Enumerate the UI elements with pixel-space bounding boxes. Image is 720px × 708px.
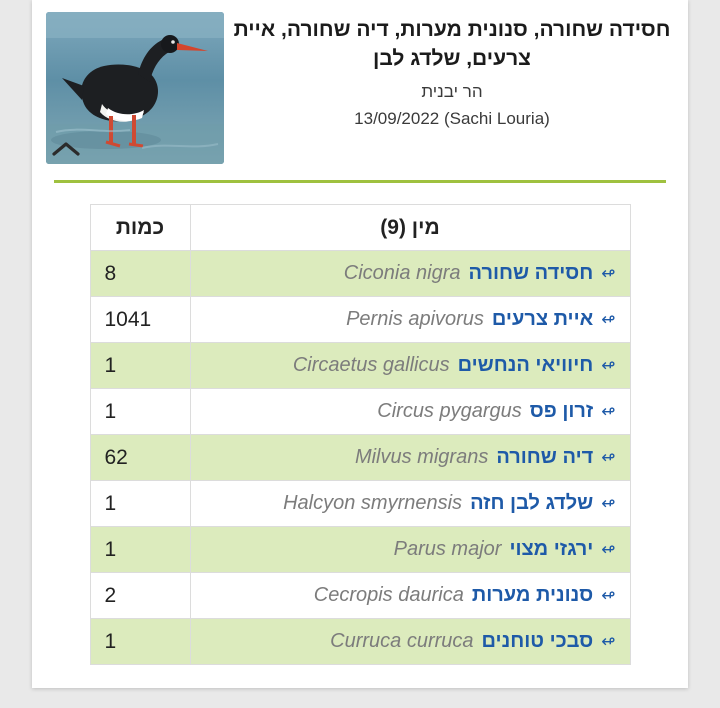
table-row bbox=[90, 343, 630, 389]
species-hebrew-name[interactable]: שלדג לבן חזה bbox=[470, 492, 594, 514]
species-hebrew-name[interactable]: איית צרעים bbox=[491, 308, 594, 330]
species-link-icon[interactable]: ↫ bbox=[601, 264, 616, 283]
table-row bbox=[90, 251, 630, 297]
species-hebrew-name[interactable]: חיוויאי הנחשים bbox=[457, 354, 594, 376]
species-table bbox=[90, 204, 631, 665]
species-cell[interactable] bbox=[190, 527, 630, 573]
species-link-icon[interactable]: ↫ bbox=[601, 310, 616, 329]
species-cell[interactable] bbox=[190, 573, 630, 619]
species-cell[interactable] bbox=[190, 389, 630, 435]
species-link-icon[interactable]: ↫ bbox=[601, 448, 616, 467]
table-row bbox=[90, 619, 630, 665]
table-row bbox=[90, 435, 630, 481]
report-byline: (Sachi Louria) 13/09/2022 bbox=[354, 108, 550, 128]
table-row bbox=[90, 297, 630, 343]
species-count-cell: 1 bbox=[90, 619, 190, 665]
species-scientific-name: Ciconia nigra bbox=[343, 262, 461, 284]
species-scientific-name: Cecropis daurica bbox=[313, 584, 464, 606]
report-header bbox=[32, 0, 688, 164]
species-hebrew-name[interactable]: סבכי טוחנים bbox=[481, 630, 594, 652]
species-count-cell: 1 bbox=[90, 527, 190, 573]
species-cell[interactable] bbox=[190, 297, 630, 343]
species-count-cell: 2 bbox=[90, 573, 190, 619]
species-count-cell: 1041 bbox=[90, 297, 190, 343]
table-row bbox=[90, 573, 630, 619]
species-scientific-name: Circaetus gallicus bbox=[292, 354, 450, 376]
species-hebrew-name[interactable]: חסידה שחורה bbox=[468, 262, 594, 284]
species-count-cell: 8 bbox=[90, 251, 190, 297]
collapse-button[interactable] bbox=[46, 132, 86, 166]
species-cell[interactable] bbox=[190, 619, 630, 665]
species-cell[interactable] bbox=[190, 343, 630, 389]
species-link-icon[interactable]: ↫ bbox=[601, 402, 616, 421]
species-link-icon[interactable]: ↫ bbox=[601, 356, 616, 375]
chevron-up-icon bbox=[51, 139, 81, 159]
species-cell[interactable] bbox=[190, 251, 630, 297]
species-count-cell: 62 bbox=[90, 435, 190, 481]
species-hebrew-name[interactable]: סנונית מערות bbox=[471, 584, 594, 606]
species-count-cell: 1 bbox=[90, 481, 190, 527]
species-table-body bbox=[90, 251, 630, 665]
table-row bbox=[90, 481, 630, 527]
species-table-head bbox=[90, 205, 630, 251]
page-title: חסידה שחורה, סנונית מערות, דיה שחורה, איית צרעים, שלדג לבן bbox=[233, 18, 671, 70]
table-row bbox=[90, 389, 630, 435]
column-header-count: כמות bbox=[90, 205, 190, 251]
species-hebrew-name[interactable]: ירגזי מצוי bbox=[509, 538, 594, 560]
column-header-species: מין (9) bbox=[190, 205, 630, 251]
species-link-icon[interactable]: ↫ bbox=[601, 494, 616, 513]
species-scientific-name: Curruca curruca bbox=[330, 630, 474, 652]
species-table-container bbox=[32, 204, 688, 665]
species-cell[interactable] bbox=[190, 435, 630, 481]
report-card bbox=[32, 0, 688, 688]
species-scientific-name: Halcyon smyrnensis bbox=[283, 492, 463, 514]
species-count-cell: 1 bbox=[90, 343, 190, 389]
species-scientific-name: Milvus migrans bbox=[354, 446, 489, 468]
species-link-icon[interactable]: ↫ bbox=[601, 632, 616, 651]
species-hebrew-name[interactable]: זרון פס bbox=[529, 400, 594, 422]
species-count-cell: 1 bbox=[90, 389, 190, 435]
species-link-icon[interactable]: ↫ bbox=[601, 586, 616, 605]
species-scientific-name: Pernis apivorus bbox=[346, 308, 484, 330]
table-header-row bbox=[90, 205, 630, 251]
table-row bbox=[90, 527, 630, 573]
species-cell[interactable] bbox=[190, 481, 630, 527]
species-scientific-name: Circus pygargus bbox=[377, 400, 522, 422]
report-header-text bbox=[224, 12, 674, 164]
species-scientific-name: Parus major bbox=[393, 538, 502, 560]
species-link-icon[interactable]: ↫ bbox=[601, 540, 616, 559]
report-location: הר יבנית bbox=[421, 81, 483, 101]
section-divider bbox=[54, 180, 666, 183]
species-hebrew-name[interactable]: דיה שחורה bbox=[496, 446, 594, 468]
